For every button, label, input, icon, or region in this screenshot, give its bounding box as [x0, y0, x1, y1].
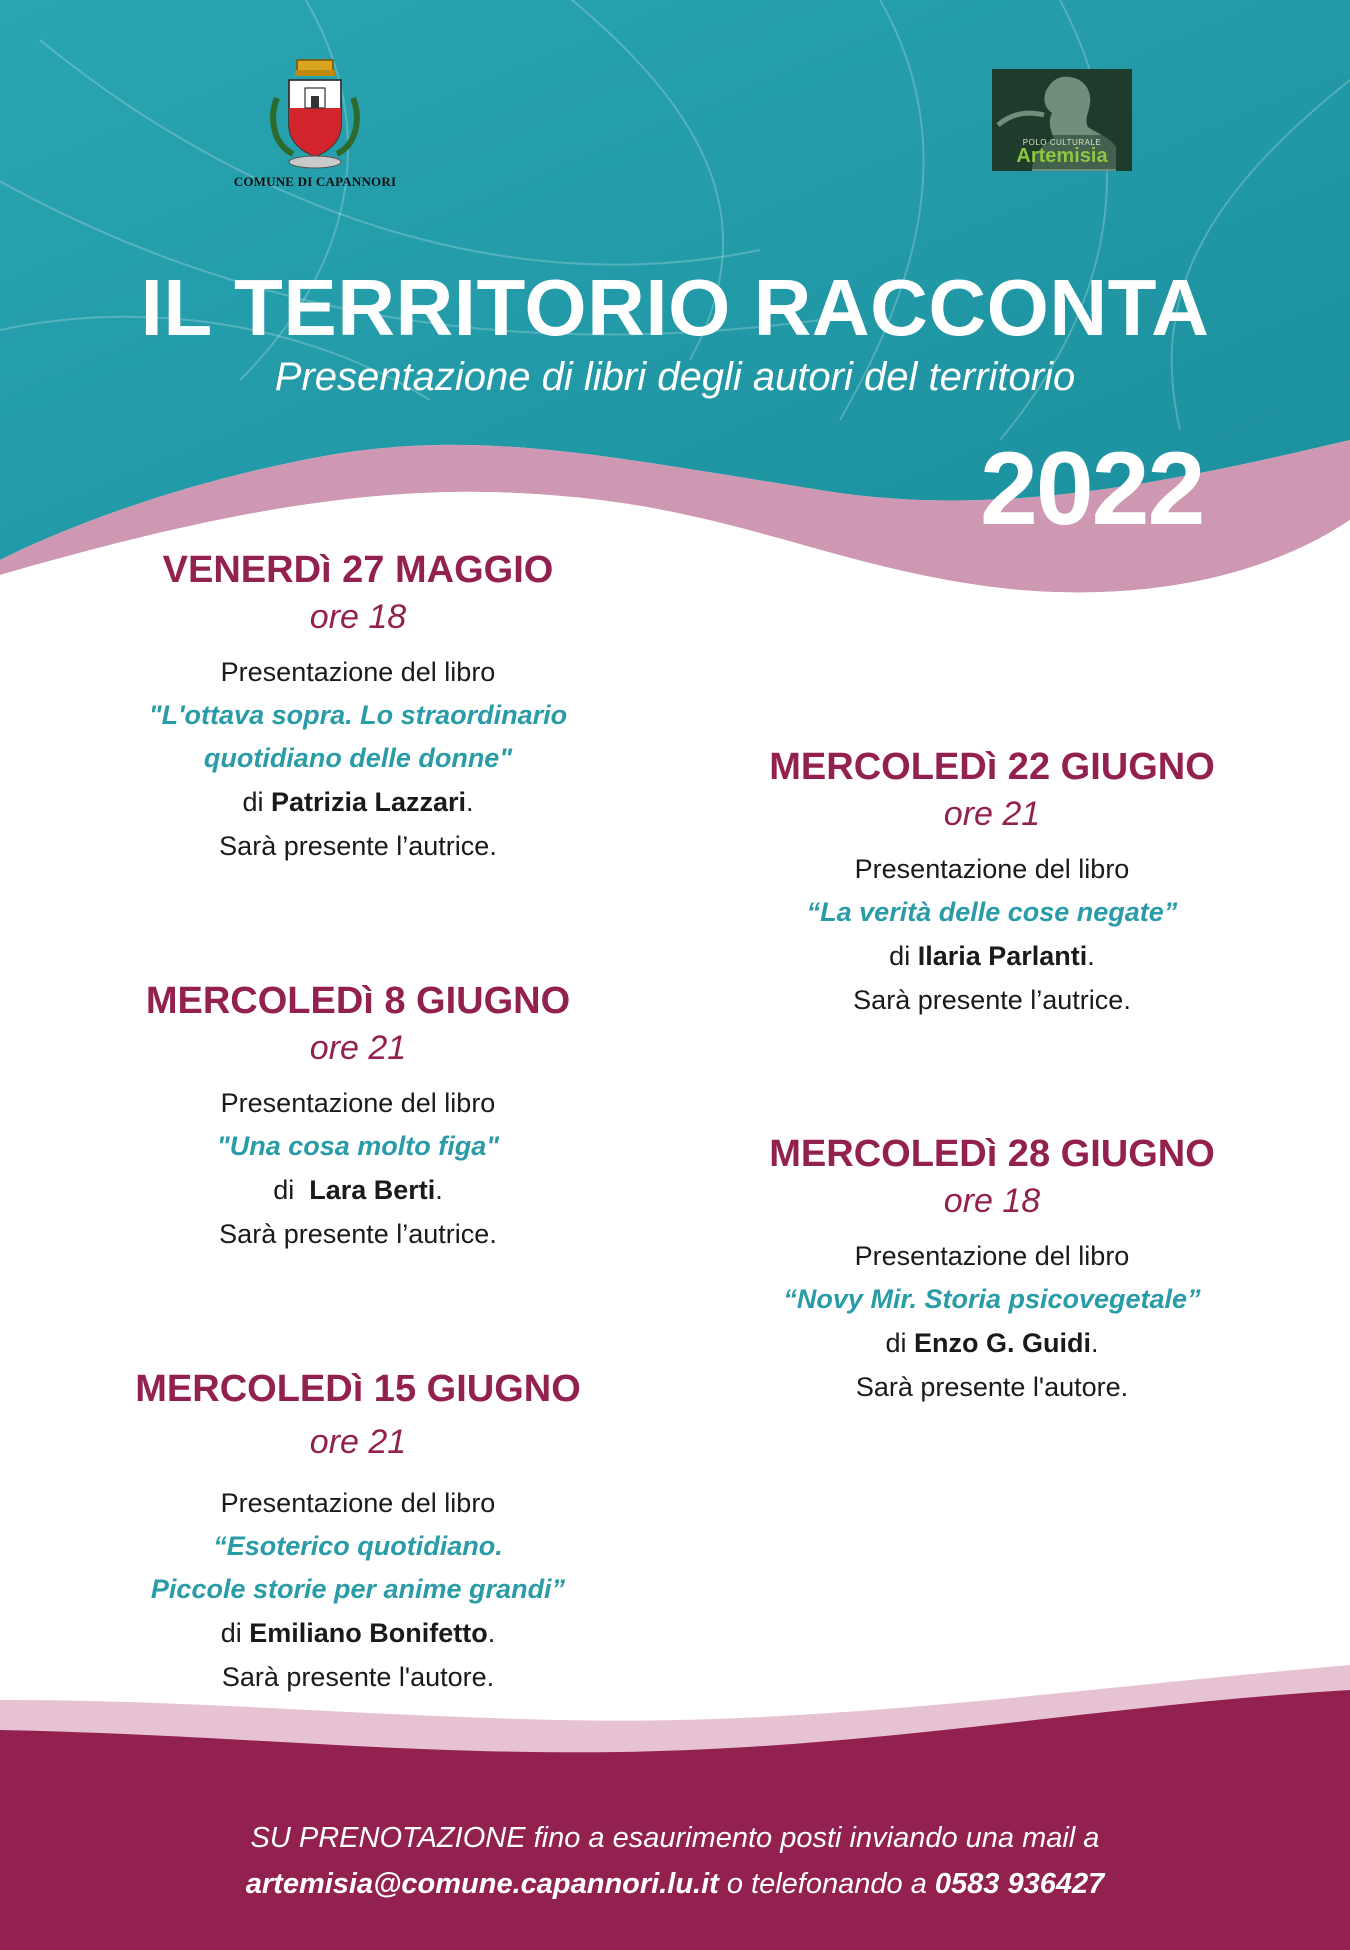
- event-presentation: Presentazione del libro: [220, 1088, 496, 1118]
- coat-of-arms-icon: [265, 58, 365, 170]
- contact-email[interactable]: artemisia@comune.capannori.lu.it: [245, 1868, 719, 1900]
- artemisia-name: Artemisia: [1016, 145, 1108, 167]
- event-time: ore 18: [943, 1182, 1041, 1220]
- event-time: ore 18: [309, 598, 407, 636]
- event-note: Sarà presente l'autore.: [855, 1372, 1129, 1402]
- comune-logo: [205, 58, 425, 190]
- event-presentation: Presentazione del libro: [854, 1241, 1130, 1271]
- page-subtitle: Presentazione di libri degli autori del territorio: [274, 355, 1076, 399]
- event-card: [712, 745, 1272, 1022]
- event-time: ore 21: [309, 1029, 407, 1067]
- event-card: [78, 1367, 638, 1699]
- contact-phone[interactable]: 0583 936427: [934, 1868, 1105, 1900]
- event-note: Sarà presente l’autrice.: [219, 1219, 497, 1249]
- event-presentation: Presentazione del libro: [220, 1488, 496, 1518]
- booking-line: SU PRENOTAZIONE fino a esaurimento posti inviando una mail a: [250, 1822, 1100, 1854]
- contact-info: [0, 1868, 1350, 1901]
- event-book-title: “Esoterico quotidiano. Piccole storie per anime grandi”: [150, 1531, 566, 1604]
- event-note: Sarà presente l'autore.: [221, 1662, 495, 1692]
- year-label: 2022: [980, 431, 1204, 547]
- event-card: [712, 1132, 1272, 1409]
- event-day: MERCOLEDì 22 GIUGNO: [769, 746, 1215, 788]
- event-author: di Lara Berti.: [273, 1175, 443, 1205]
- event-presentation: Presentazione del libro: [220, 657, 496, 687]
- page-title: IL TERRITORIO RACCONTA: [140, 263, 1210, 352]
- event-time: ore 21: [309, 1423, 407, 1461]
- comune-caption: COMUNE DI CAPANNORI: [233, 174, 397, 189]
- event-card: [78, 548, 638, 868]
- event-note: Sarà presente l’autrice.: [219, 831, 497, 861]
- event-time: ore 21: [943, 795, 1041, 833]
- event-presentation: Presentazione del libro: [854, 854, 1130, 884]
- event-book-title: "L'ottava sopra. Lo straordinario quotidiano delle donne": [148, 700, 568, 773]
- event-day: MERCOLEDì 8 GIUGNO: [145, 980, 571, 1022]
- event-day: MERCOLEDì 28 GIUGNO: [769, 1133, 1215, 1175]
- event-author: di Enzo G. Guidi.: [885, 1328, 1099, 1358]
- contact-separator: o telefonando a: [718, 1868, 935, 1900]
- event-note: Sarà presente l’autrice.: [853, 985, 1131, 1015]
- booking-info: [0, 1822, 1350, 1855]
- event-book-title: “La verità delle cose negate”: [806, 897, 1178, 927]
- artemisia-logo: [992, 69, 1132, 171]
- event-book-title: “Novy Mir. Storia psicovegetale”: [783, 1284, 1201, 1314]
- event-card: [78, 979, 638, 1256]
- event-book-title: "Una cosa molto figa": [216, 1131, 500, 1161]
- event-day: MERCOLEDì 15 GIUGNO: [135, 1368, 581, 1410]
- event-author: di Emiliano Bonifetto.: [220, 1618, 496, 1648]
- event-author: di Ilaria Parlanti.: [889, 941, 1095, 971]
- artemisia-subtitle: POLO CULTURALE: [1022, 138, 1102, 147]
- event-author: di Patrizia Lazzari.: [242, 787, 474, 817]
- event-day: VENERDì 27 MAGGIO: [162, 549, 554, 591]
